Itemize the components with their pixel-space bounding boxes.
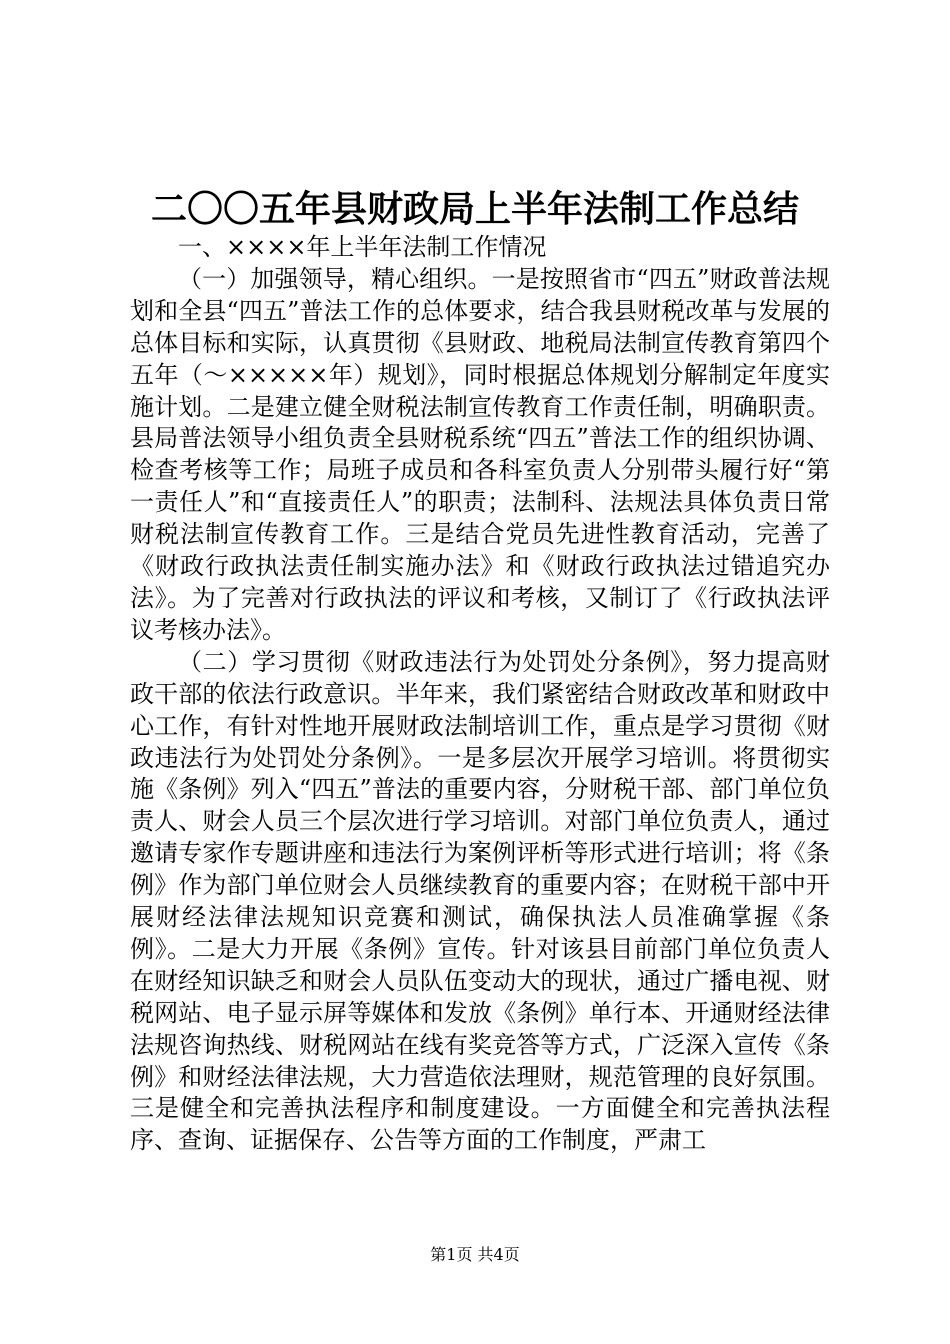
- paragraph-2: （二）学习贯彻《财政违法行为处罚处分条例》，努力提高财政干部的依法行政意识。半年来，我们紧密结合财政改革和财政中心工作，有针对性地开展财政法制培训工作，重点是学习贯彻《财政违法行为处罚处分条例》。一是多层次开展学习培训。将贯彻实施《条例》列入“四五”普法的重要内容，分财税干部、部门单位负责人、财会人员三个层次进行学习培训。对部门单位负责人，通过邀请专家作专题讲座和违法行为案例评析等形式进行培训；将《条例》作为部门单位财会人员继续教育的重要内容；在财税干部中开展财经法律法规知识竞赛和测试，确保执法人员准确掌握《条例》。二是大力开展《条例》宣传。针对该县目前部门单位负责人在财经知识缺乏和财会人员队伍变动大的现状，通过广播电视、财税网站、电子显示屏等媒体和发放《条例》单行本、开通财经法律法规咨询热线、财税网站在线有奖竞答等方式，广泛深入宣传《条例》和财经法律法规，大力营造依法理财，规范管理的良好氛围。三是健全和完善执法程序和制度建设。一方面健全和完善执法程序、查询、证据保存、公告等方面的工作制度，严肃工: [130, 647, 830, 1155]
- page-footer: 第1页 共4页: [430, 1245, 520, 1264]
- document-title: 二〇〇五年县财政局上半年法制工作总结: [150, 188, 799, 230]
- document-body: [130, 232, 830, 1157]
- paragraph-1: （一）加强领导，精心组织。一是按照省市“四五”财政普法规划和全县“四五”普法工作的总体要求，结合我县财税改革与发展的总体目标和实际，认真贯彻《县财政、地税局法制宣传教育第四个五年（～×××××年）规划》，同时根据总体规划分解制定年度实施计划。二是建立健全财税法制宣传教育工作责任制，明确职责。县局普法领导小组负责全县财税系统“四五”普法工作的组织协调、检查考核等工作；局班子成员和各科室负责人分别带头履行好“第一责任人”和“直接责任人”的职责；法制科、法规法具体负责日常财税法制宣传教育工作。三是结合党员先进性教育活动，完善了《财政行政执法责任制实施办法》和《财政行政执法过错追究办法》。为了完善对行政执法的评议和考核，又制订了《行政执法评议考核办法》。: [130, 264, 830, 644]
- section-heading: 一、××××年上半年法制工作情况: [178, 233, 547, 261]
